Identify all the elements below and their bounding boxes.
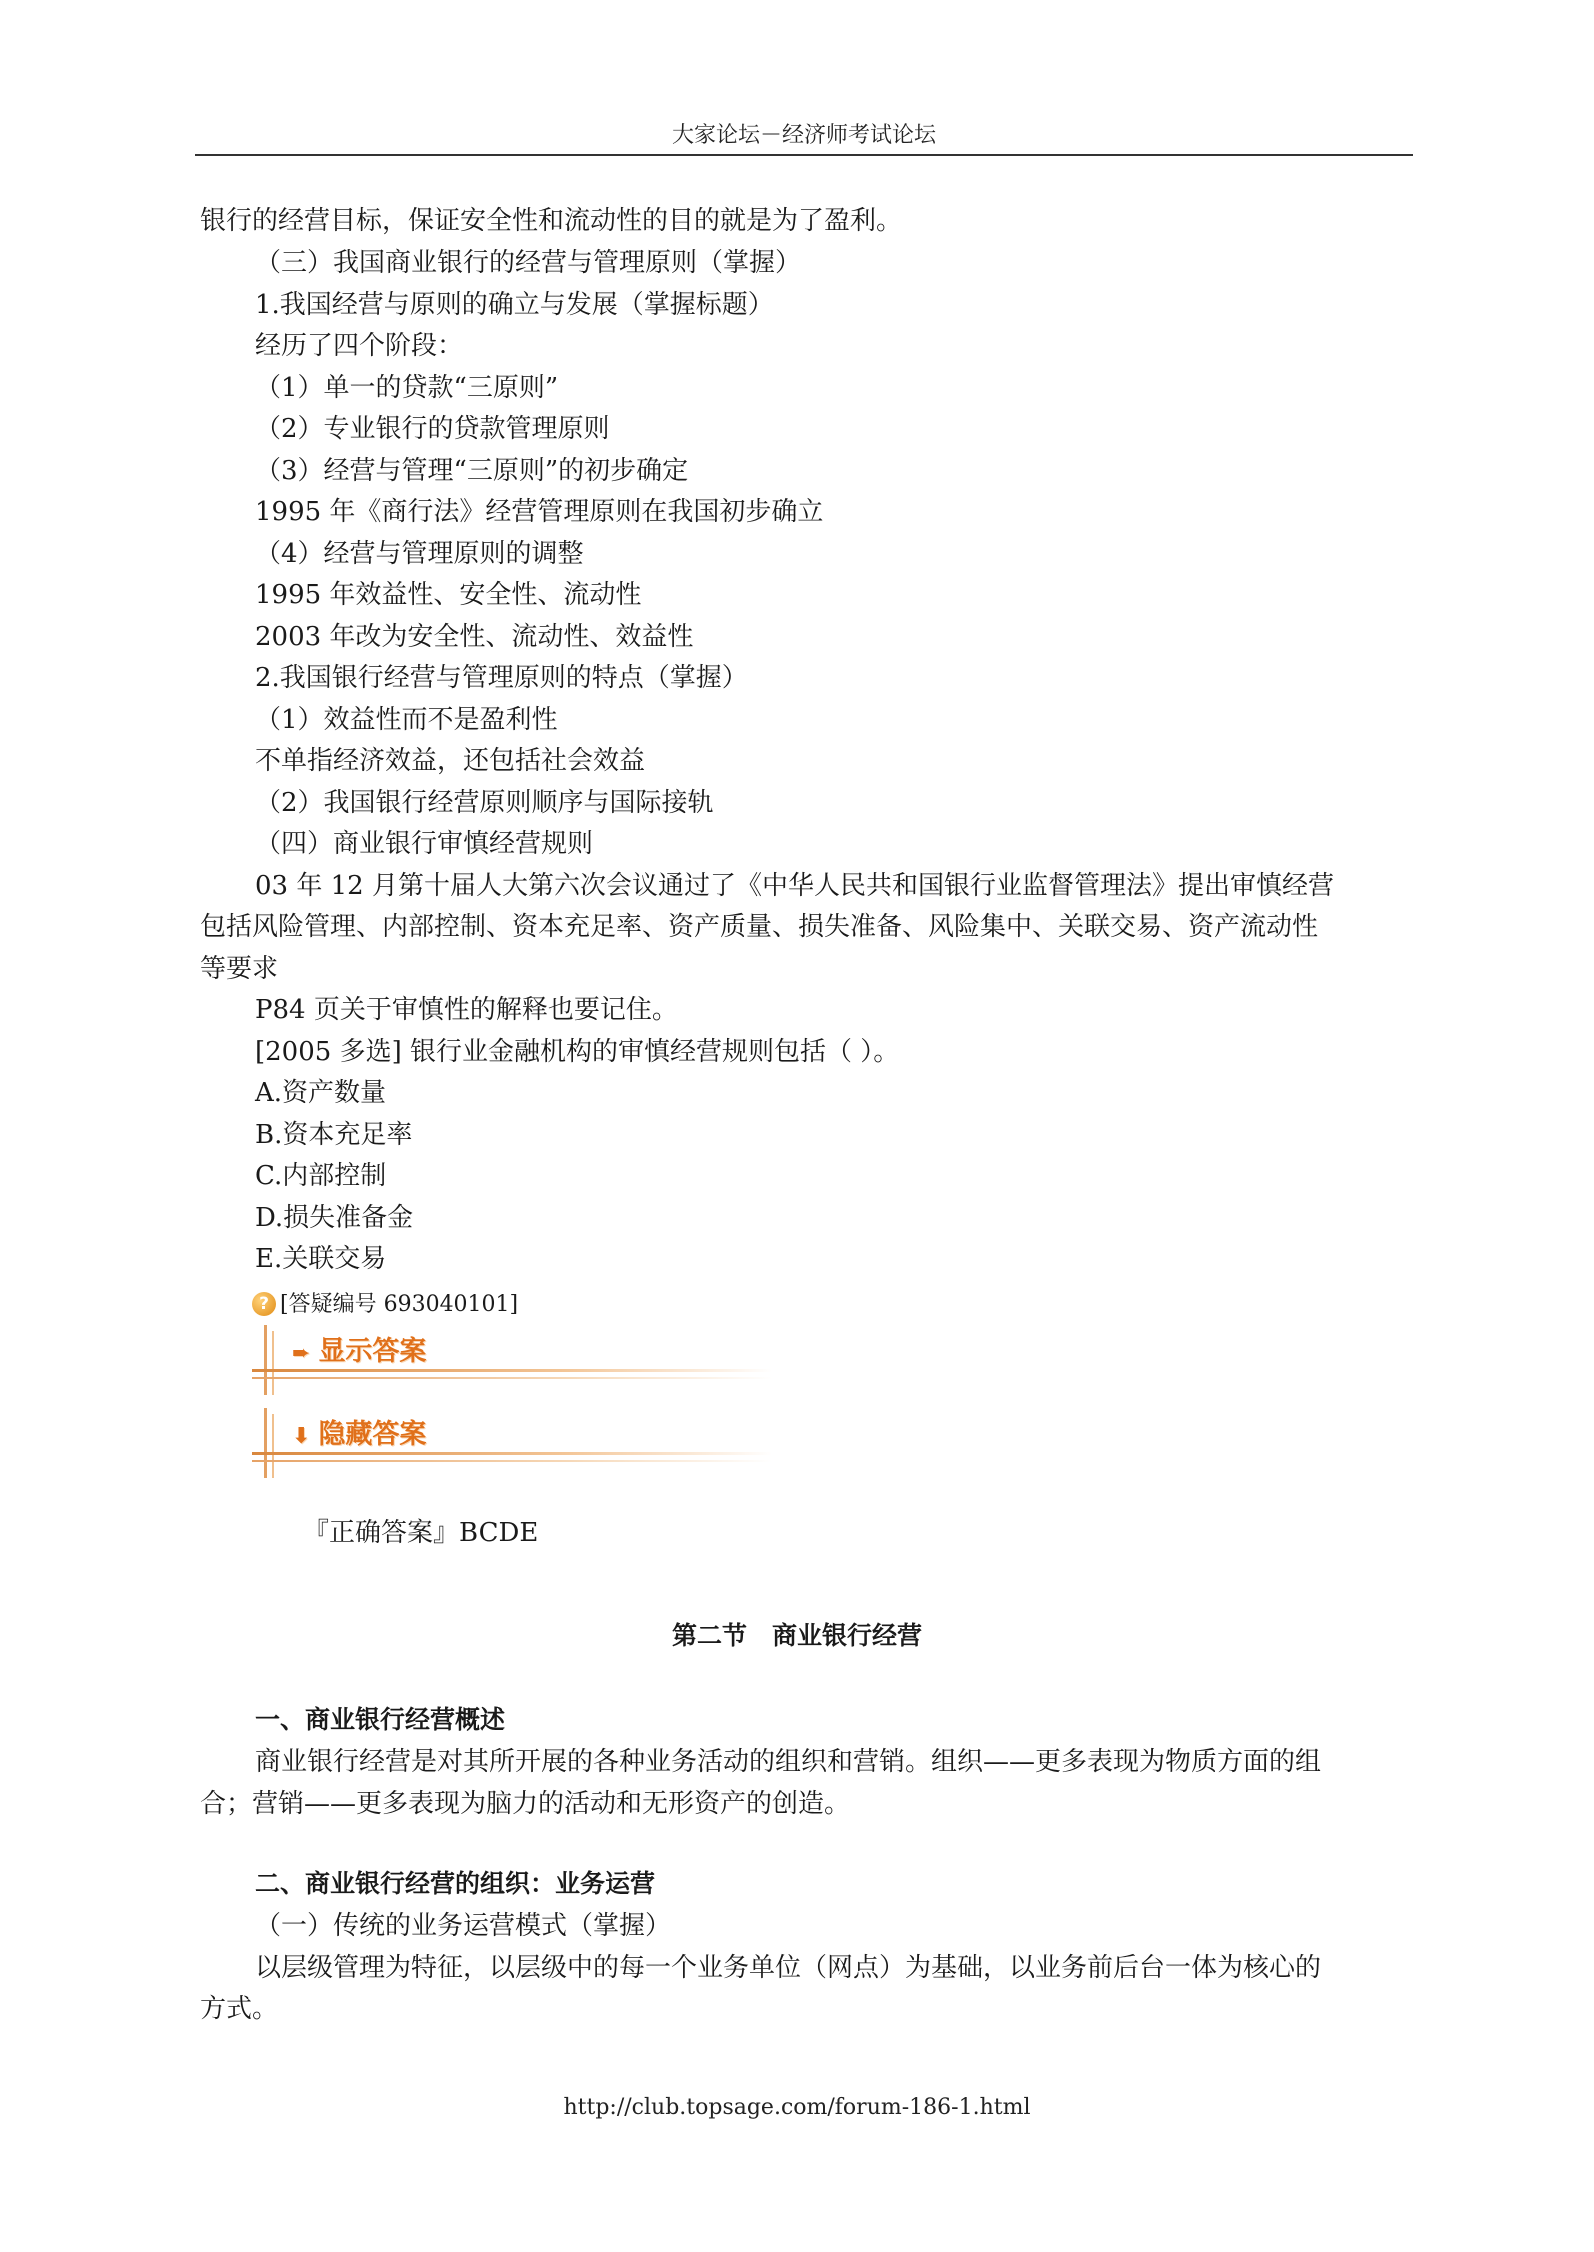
- option-d: D.损失准备金: [255, 1203, 414, 1233]
- question-reference[interactable]: [252, 1288, 518, 1320]
- arrow-down-icon: ⬇: [292, 1424, 311, 1449]
- paragraph: 合；营销——更多表现为脑力的活动和无形资产的创造。: [200, 1789, 851, 1819]
- hide-answer-label: 隐藏答案: [318, 1419, 427, 1450]
- footer-url[interactable]: http://club.topsage.com/forum-186-1.html: [563, 2095, 1031, 2120]
- section-title: 第二节 商业银行经营: [671, 1621, 922, 1650]
- list-item: （3）经营与管理“三原则”的初步确定: [255, 456, 689, 486]
- page-header-title: 大家论坛－经济师考试论坛: [671, 123, 936, 148]
- show-answer-label: 显示答案: [318, 1336, 427, 1367]
- hide-answer-button[interactable]: [252, 1408, 772, 1478]
- list-item: （4）经营与管理原则的调整: [255, 539, 584, 569]
- paragraph: 1995 年《商行法》经营管理原则在我国初步确立: [255, 497, 824, 527]
- list-item: （2）专业银行的贷款管理原则: [255, 414, 610, 444]
- paragraph: 1995 年效益性、安全性、流动性: [255, 580, 642, 610]
- paragraph: 以层级管理为特征，以层级中的每一个业务单位（网点）为基础，以业务前后台一体为核心的: [255, 1953, 1322, 1983]
- paragraph: 方式。: [200, 1994, 279, 2024]
- question-stem: [2005 多选] 银行业金融机构的审慎经营规则包括（ ）。: [255, 1037, 900, 1067]
- paragraph: 等要求: [200, 954, 279, 984]
- header-rule: [195, 154, 1413, 156]
- correct-answer: 『正确答案』BCDE: [303, 1518, 539, 1548]
- show-answer-button[interactable]: [252, 1325, 772, 1395]
- option-e: E.关联交易: [255, 1244, 387, 1274]
- paragraph: P84 页关于审慎性的解释也要记住。: [255, 995, 678, 1025]
- list-item: （2）我国银行经营原则顺序与国际接轨: [255, 788, 714, 818]
- paragraph: 2003 年改为安全性、流动性、效益性: [255, 622, 694, 652]
- heading-1: 一、商业银行经营概述: [255, 1705, 506, 1734]
- subsection-heading: （四）商业银行审慎经营规则: [255, 829, 594, 859]
- option-b: B.资本充足率: [255, 1120, 413, 1150]
- option-a: A.资产数量: [255, 1078, 387, 1108]
- subsection-heading: （一）传统的业务运营模式（掌握）: [255, 1911, 672, 1941]
- paragraph: 1.我国经营与原则的确立与发展（掌握标题）: [255, 290, 774, 320]
- paragraph: 包括风险管理、内部控制、资本充足率、资产质量、损失准备、风险集中、关联交易、资产流动性: [200, 912, 1319, 942]
- paragraph: 商业银行经营是对其所开展的各种业务活动的组织和营销。组织——更多表现为物质方面的组: [255, 1747, 1322, 1777]
- paragraph: 2.我国银行经营与管理原则的特点（掌握）: [255, 663, 748, 693]
- paragraph: 不单指经济效益，还包括社会效益: [255, 746, 646, 776]
- heading-2: 二、商业银行经营的组织：业务运营: [255, 1869, 656, 1898]
- list-item: （1）单一的贷款“三原则”: [255, 373, 559, 403]
- list-item: （1）效益性而不是盈利性: [255, 705, 558, 735]
- arrow-right-icon: ➨: [292, 1341, 311, 1366]
- paragraph: 03 年 12 月第十届人大第六次会议通过了《中华人民共和国银行业监督管理法》提出审慎经营: [255, 871, 1334, 901]
- question-reference-label: [答疑编号 693040101]: [280, 1292, 519, 1317]
- question-help-icon[interactable]: ?: [252, 1292, 276, 1316]
- paragraph: 银行的经营目标，保证安全性和流动性的目的就是为了盈利。: [200, 206, 903, 236]
- option-c: C.内部控制: [255, 1161, 387, 1191]
- subsection-heading: （三）我国商业银行的经营与管理原则（掌握）: [255, 248, 802, 278]
- paragraph: 经历了四个阶段：: [255, 331, 464, 361]
